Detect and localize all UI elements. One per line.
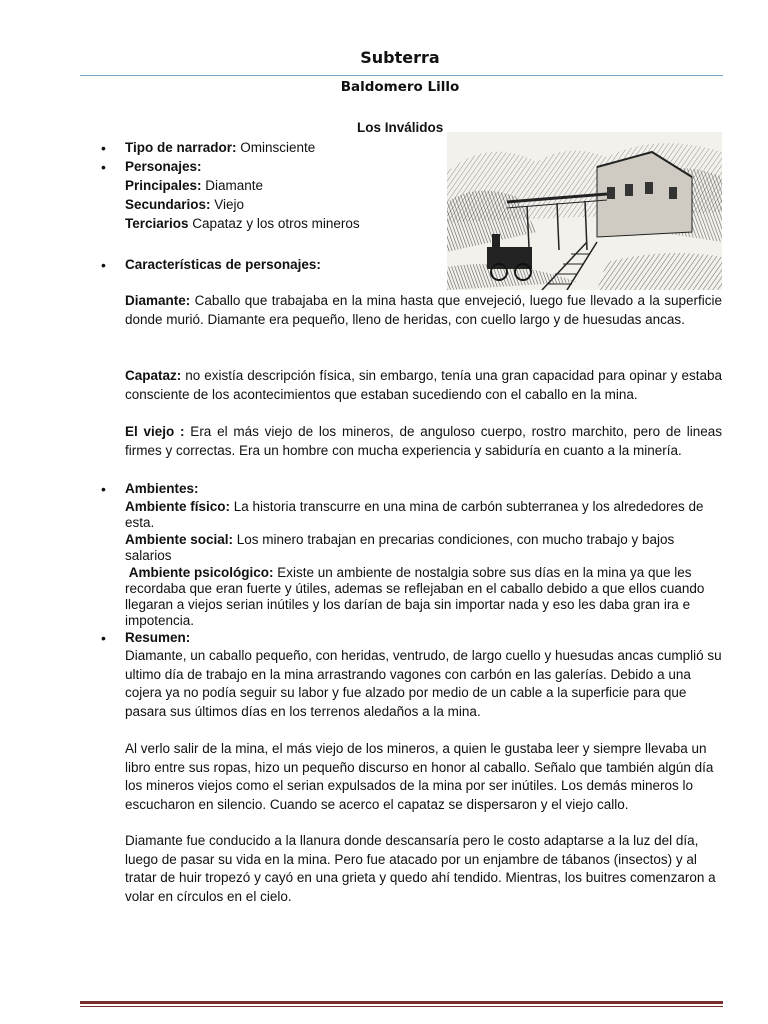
settings-heading: Ambientes: — [125, 481, 199, 496]
bullet-icon: • — [101, 481, 106, 497]
story-title: Los Inválidos — [357, 120, 444, 135]
summary-paragraph-3: Diamante fue conducido a la llanura donde descansaría pero le costo adaptarse a la luz del día, luego de pasar su vida en la mina. Pero fue atacado por un enjambre de tábanos (insectos) y al tratar de huir tropezó y cayó en una grieta y quedo ahí tendido. Mientras, los buitres comenzaron a volar en círculos en el cielo. — [125, 833, 716, 904]
diamante-paragraph: Diamante: Caballo que trabajaba en la mina hasta que envejeció, luego fue llevado a la superficie donde murió. Diamante era pequeño, lleno de heridas, con cuello largo y de huesudas ancas. — [125, 293, 722, 327]
bullet-icon: • — [101, 257, 106, 273]
title-divider — [80, 75, 723, 76]
footer-rule-thick — [80, 1001, 723, 1004]
author-name: Baldomero Lillo — [340, 79, 460, 95]
viejo-paragraph: El viejo : Era el más viejo de los mineros, de anguloso cuerpo, rostro marchito, pero de lineas firmes y correctas. Era un hombre con mucha experiencia y sabiduría en cuanto a la minería. — [125, 424, 722, 458]
narrator-line — [125, 139, 315, 158]
main-characters-line: Principales: Diamante — [125, 178, 264, 193]
document-title: Subterra — [360, 48, 440, 67]
tertiary-characters-line: Terciarios Capataz y los otros mineros — [125, 216, 360, 231]
summary-paragraph-1: Diamante, un caballo pequeño, con heridas, ventrudo, de largo cuello y huesudas ancas cumplió su ultimo día de trabajo en la mina arrastrando vagones con carbón en las galerías. Debido a una cojera ya no podía seguir su labor y fue alzado por medio de un cable a la superficie para que pasara sus últimos días en los terrenos aledaños a la mina. — [125, 648, 722, 719]
narrator-label: Tipo de narrador: — [125, 140, 237, 155]
footer-rule-thin — [80, 1006, 723, 1007]
bullet-icon: • — [101, 630, 106, 646]
bullet-icon: • — [101, 140, 106, 156]
traits-heading: Características de personajes: — [125, 257, 321, 272]
psychological-setting-paragraph: Ambiente psicológico: Existe un ambiente de nostalgia sobre sus días en la mina ya que les recordaba que eran fuerte y útiles, ademas se reflejaban en el caballo debido a que ellos cuando llegaran a viejos serian inútiles y los darían de baja sin importar nada y eso les daba gran ira e impotencia. — [125, 565, 705, 628]
mine-illustration-icon — [447, 132, 722, 290]
summary-paragraph-2: Al verlo salir de la mina, el más viejo de los mineros, a quien le gustaba leer y siempre llevaba un libro entre sus ropas, hizo un pequeño discurso en honor al caballo. Señalo que también algún día los mineros viejos como el serian expulsados de la mina por ser inútiles. Los demás mineros lo escucharon en silencio. Cuando se acerco el capataz se dispersaron y el viejo callo. — [125, 741, 714, 812]
social-setting-paragraph: Ambiente social: Los minero trabajan en precarias condiciones, con mucho trabajo y bajos salarios — [125, 532, 675, 563]
physical-setting-paragraph: Ambiente físico: La historia transcurre en una mina de carbón subterranea y los alrededores de esta. — [125, 499, 704, 530]
narrator-value: Ominsciente — [236, 140, 316, 155]
capataz-paragraph: Capataz: no existía descripción física, sin embargo, tenía una gran capacidad para opinar y estaba consciente de los acontecimientos que estaban sucediendo con el caballo en la mina. — [125, 368, 722, 402]
bullet-icon: • — [101, 159, 106, 175]
characters-heading: Personajes: — [125, 159, 202, 174]
secondary-characters-line: Secundarios: Viejo — [125, 197, 245, 212]
summary-heading: Resumen: — [125, 630, 191, 645]
